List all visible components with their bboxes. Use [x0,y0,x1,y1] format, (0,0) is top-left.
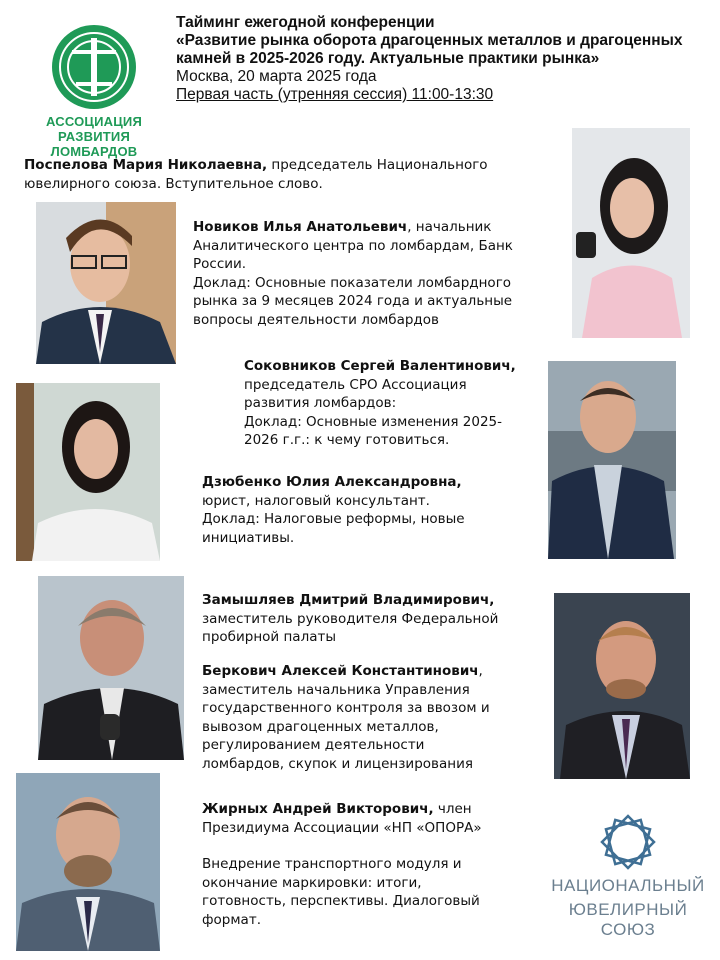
speaker-text: развития ломбардов: [244,395,397,411]
speaker-name: Соковников Сергей Валентинович, [244,358,516,374]
speaker-photo-zamyshlyaev [38,576,184,760]
association-name-line2: РАЗВИТИЯ ЛОМБАРДОВ [50,129,138,159]
speaker-name: Беркович Алексей Константинович [202,663,479,679]
speaker-photo-sokovnikov [548,361,676,559]
association-logo [14,22,174,159]
speaker-name: Дзюбенко Юлия Александровна, [202,474,462,490]
speaker-text: Доклад: Основные показатели ломбардного [193,274,512,291]
speaker-role: член [433,801,472,817]
speaker-role: , начальник [407,219,492,235]
speaker-text: регулированием деятельности [202,737,425,753]
speaker-dzyubenko [202,473,542,547]
speaker-name: Поспелова Мария Николаевна, [24,157,268,173]
speaker-text: 2026 г.г.: к чему готовиться. [244,432,450,448]
speaker-text: Доклад: Основные изменения 2025- [244,413,503,430]
association-name-line1: АССОЦИАЦИЯ [45,114,143,129]
speaker-text: России. [193,256,247,272]
conference-title-line3: камней в 2025-2026 году. Актуальные практики рынка» [176,50,600,67]
speaker-photo-zhirnykh [16,773,160,951]
nju-name-line1: НАЦИОНАЛЬНЫЙ [551,876,705,895]
speaker-photo-dzyubenko [16,383,160,561]
speaker-text: заместитель начальника Управления [202,681,470,698]
speaker-topic: окончание маркировки: итоги, [202,874,422,891]
speaker-name: Жирных Андрей Викторович, [202,801,434,817]
session-time: Первая часть (утренняя сессия) 11:00-13:30 [176,86,494,103]
speaker-role: председатель Национального [267,157,488,173]
speaker-text: инициативы. [202,529,295,546]
conference-header [176,14,706,104]
speaker-text: Аналитического центра по ломбардам, Банк [193,237,513,254]
speaker-text: председатель СРО Ассоциация [244,376,467,393]
speaker-topic: готовность, перспективы. Диалоговый [202,893,480,909]
diamond-emblem-icon [548,814,708,872]
speaker-text: Доклад: Налоговые реформы, новые [202,511,465,527]
speaker-novikov [193,218,553,329]
speaker-text: вывозом драгоценных металлов, [202,718,439,735]
speaker-photo-novikov [36,202,176,364]
speaker-role: ювелирного союза. Вступительное слово. [24,175,323,192]
national-jewelry-union-logo [548,814,708,939]
speaker-berkovich [202,662,532,773]
speaker-topic: формат. [202,911,261,928]
speaker-topic: Внедрение транспортного модуля и [202,856,462,872]
speaker-photo-pospelova [572,128,690,338]
speaker-text: государственного контроля за ввозом и [202,700,490,716]
speaker-role: , [478,663,483,679]
speaker-text: заместитель руководителя Федеральной [202,610,499,627]
speaker-text: юрист, налоговый консультант. [202,492,430,509]
speaker-name: Новиков Илья Анатольевич [193,219,408,235]
conference-title-line1: Тайминг ежегодной конференции [176,14,435,31]
speaker-text: рынка за 9 месяцев 2024 года и актуальные [193,293,513,309]
speaker-name: Замышляев Дмитрий Владимирович, [202,592,495,608]
speaker-text: пробирной палаты [202,629,336,645]
speaker-sokovnikov [244,357,544,450]
nju-name-line2: ЮВЕЛИРНЫЙ СОЮЗ [568,900,688,939]
speaker-text: Президиума Ассоциации «НП «ОПОРА» [202,819,482,836]
speaker-zamyshlyaev [202,591,528,647]
speaker-pospelova [24,156,564,193]
conference-title-line2: «Развитие рынка оборота драгоценных металлов и драгоценных [176,32,683,49]
speaker-photo-berkovich [554,593,690,779]
association-emblem-icon [14,22,174,114]
speaker-text: ломбардов, скупок и лицензирования [202,755,473,772]
conference-date: Москва, 20 марта 2025 года [176,68,377,85]
speaker-zhirnykh [202,800,542,929]
speaker-text: вопросы деятельности ломбардов [193,311,439,328]
